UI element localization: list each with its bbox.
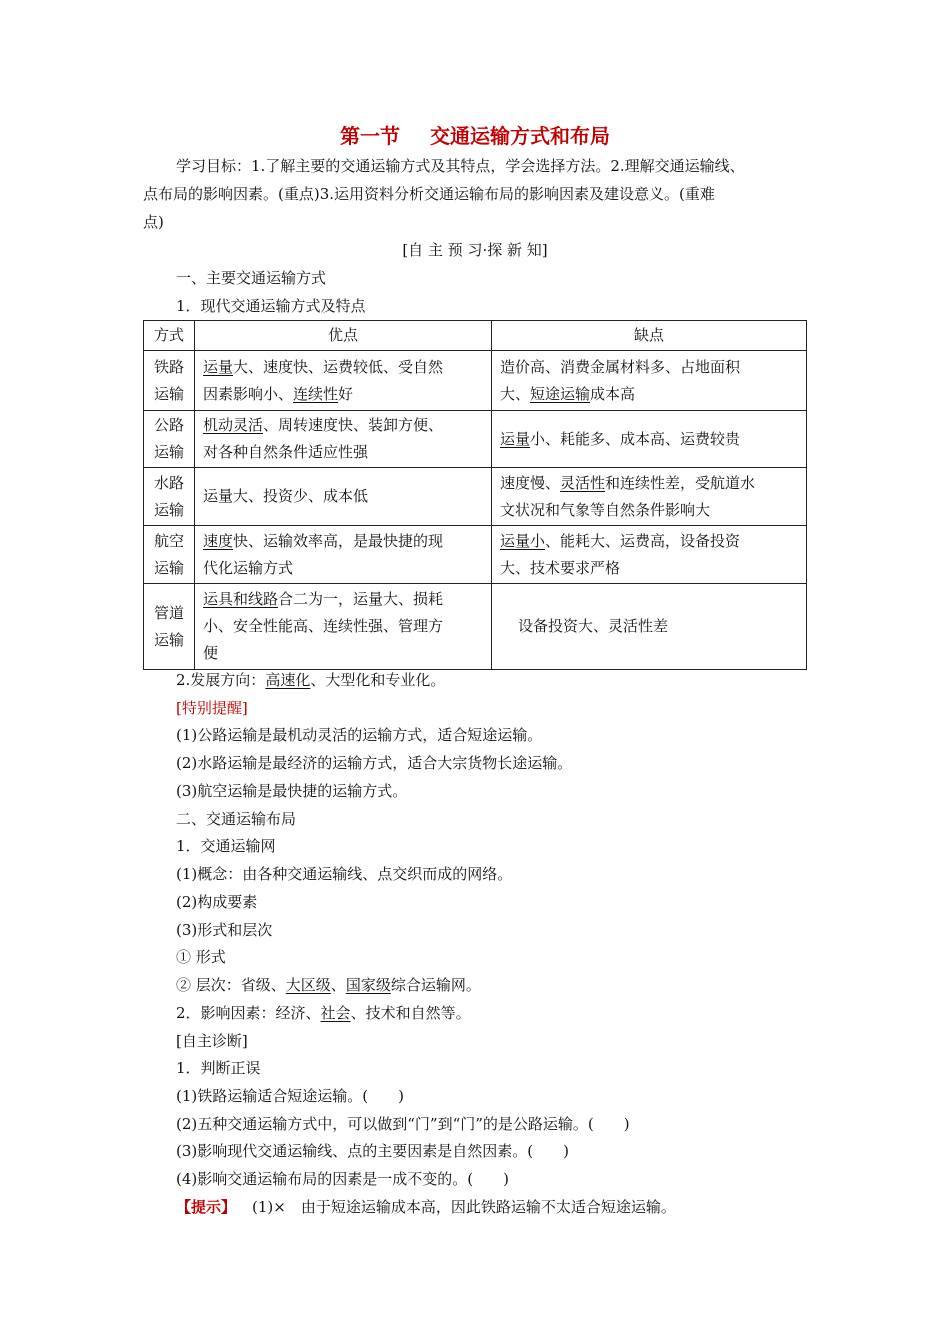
cell-text: 文状况和气象等自然条件影响大 [500, 500, 711, 519]
cell-text: 造价高、消费金属材料多、占地面积 [500, 357, 741, 376]
subheading-modern-modes: 1．现代交通运输方式及特点 [176, 297, 366, 315]
reminder-item: (3)航空运输是最快捷的运输方式。 [176, 782, 408, 800]
table-row [144, 411, 807, 468]
blank-answer: 速度 [203, 531, 234, 550]
objectives-line-3: 点) [143, 213, 164, 231]
cell-text: 小、安全性能高、连续性强、管理方 [203, 617, 444, 635]
pros-cell [195, 411, 492, 468]
mode-line: 公路 [153, 416, 184, 434]
hint-text: (1)× 由于短途运输成本高，因此铁路运输不太适合短途运输。 [252, 1198, 676, 1216]
judge-item: (4)影响交通运输布局的因素是一成不变的。( ) [176, 1170, 509, 1188]
mode-line: 铁路 [153, 357, 184, 376]
cell-text: 代化运输方式 [203, 558, 294, 577]
title-section-number: 第一节 [340, 124, 400, 148]
mode-line: 航空 [153, 531, 184, 550]
cons-cell [492, 411, 807, 468]
cell-text: 对各种自然条件适应性强 [203, 443, 369, 461]
mode-cell [144, 584, 195, 670]
cell-text: 好 [338, 384, 354, 403]
cell-text: 设备投资大、灵活性差 [518, 617, 669, 635]
network-item: ① 形式 [176, 948, 226, 966]
blank-answer: 机动灵活 [203, 416, 264, 434]
network-levels [176, 975, 481, 995]
mode-line: 运输 [153, 443, 184, 461]
pros-cell [195, 584, 492, 670]
title-text: 交通运输方式和布局 [430, 124, 610, 148]
cell-text: 因素影响小、 [203, 384, 294, 403]
mode-line: 管道 [153, 603, 184, 622]
cell-text: 、周转速度快、装卸方便、 [263, 416, 444, 434]
cell-text: 综合运输网。 [390, 976, 481, 994]
cell-text: 、能耗大、运费高，设备投资 [545, 531, 741, 550]
cell-text: 2.发展方向： [176, 671, 266, 689]
cell-text: 2．影响因素：经济、 [176, 1004, 321, 1022]
mode-line: 运输 [153, 630, 184, 649]
heading-transport-layout: 二、交通运输布局 [176, 810, 297, 828]
judge-item: (2)五种交通运输方式中，可以做到“门”到“门”的是公路运输。( ) [176, 1115, 630, 1133]
header-mode: 方式 [144, 321, 195, 351]
cell-text: 、 [330, 976, 346, 994]
reminder-item: (1)公路运输是最机动灵活的运输方式，适合短途运输。 [176, 726, 543, 744]
header-cons: 缺点 [492, 321, 807, 351]
hint-tag: 【提示】 [176, 1198, 237, 1216]
blank-answer: 社会 [320, 1004, 351, 1022]
mode-cell [144, 351, 195, 411]
blank-answer: 高速化 [265, 671, 311, 689]
pros-cell [195, 526, 492, 584]
judge-item: (1)铁路运输适合短途运输。( ) [176, 1087, 404, 1105]
pros-cell [195, 351, 492, 411]
mode-line: 运输 [153, 500, 184, 519]
blank-answer: 国家级 [345, 976, 391, 994]
cell-text: 快、运输效率高，是最快捷的现 [233, 531, 444, 550]
blank-answer: 灵活性 [560, 473, 606, 492]
cell-text: 和连续性差，受航道水 [605, 473, 756, 492]
blank-answer: 运具和线路 [203, 590, 279, 608]
cell-text: 合二为一，运量大、损耗 [278, 590, 444, 608]
network-item: (1)概念：由各种交通运输线、点交织而成的网络。 [176, 865, 513, 883]
heading-transport-modes: 一、主要交通运输方式 [176, 269, 327, 287]
blank-answer: 运量小 [500, 531, 546, 550]
transport-comparison-table [143, 320, 807, 670]
mode-line: 水路 [153, 473, 184, 492]
mode-cell [144, 411, 195, 468]
cell-text: 、大型化和专业化。 [310, 671, 446, 689]
hint-line [176, 1197, 676, 1217]
mode-cell [144, 526, 195, 584]
cons-cell [492, 526, 807, 584]
network-item: (2)构成要素 [176, 893, 258, 911]
cons-cell [492, 584, 807, 670]
influencing-factors [176, 1003, 471, 1023]
page-title [0, 122, 950, 150]
judge-item: (3)影响现代交通运输线、点的主要因素是自然因素。( ) [176, 1142, 569, 1160]
reminder-item: (2)水路运输是最经济的运输方式，适合大宗货物长途运输。 [176, 754, 573, 772]
cell-text: 运量大、投资少、成本低 [203, 487, 369, 505]
cell-text: 便 [203, 644, 219, 662]
objectives-line-2: 点布局的影响因素。(重点)3.运用资料分析交通运输布局的影响因素及建设意义。(重难 [143, 185, 715, 203]
cons-cell [492, 468, 807, 526]
blank-answer: 运量 [500, 429, 531, 448]
section-banner: [自 主 预 习·探 新 知] [402, 241, 548, 259]
header-pros: 优点 [195, 321, 492, 351]
pros-cell [195, 468, 492, 526]
table-row [144, 468, 807, 526]
subheading-transport-network: 1．交通运输网 [176, 837, 276, 855]
objectives-line-1: 学习目标：1.了解主要的交通运输方式及其特点，学会选择方法。2.理解交通运输线、 [176, 157, 745, 175]
table-row [144, 584, 807, 670]
network-item: (3)形式和层次 [176, 921, 273, 939]
cell-text: 大、速度快、运费较低、受自然 [233, 357, 444, 376]
cons-cell [492, 351, 807, 411]
table-header-row [144, 321, 807, 351]
cell-text: 速度慢、 [500, 473, 561, 492]
self-diagnosis-tag: [自主诊断] [176, 1032, 248, 1050]
blank-answer: 运量 [203, 357, 234, 376]
mode-line: 运输 [153, 558, 184, 577]
cell-text: ② 层次：省级、 [176, 976, 286, 994]
judge-heading: 1．判断正误 [176, 1059, 261, 1077]
blank-answer: 大区级 [285, 976, 331, 994]
blank-answer: 连续性 [293, 384, 339, 403]
special-reminder-tag: [特别提醒] [176, 699, 248, 717]
table-row [144, 351, 807, 411]
cell-text: 小、耗能多、成本高、运费较贵 [530, 429, 741, 448]
cell-text: 大、技术要求严格 [500, 558, 621, 577]
table-row [144, 526, 807, 584]
development-direction [176, 670, 445, 690]
mode-cell [144, 468, 195, 526]
mode-line: 运输 [153, 384, 184, 403]
cell-text: 、技术和自然等。 [350, 1004, 471, 1022]
blank-answer: 短途运输 [530, 384, 591, 403]
cell-text: 成本高 [590, 384, 636, 403]
cell-text: 大、 [500, 384, 531, 403]
